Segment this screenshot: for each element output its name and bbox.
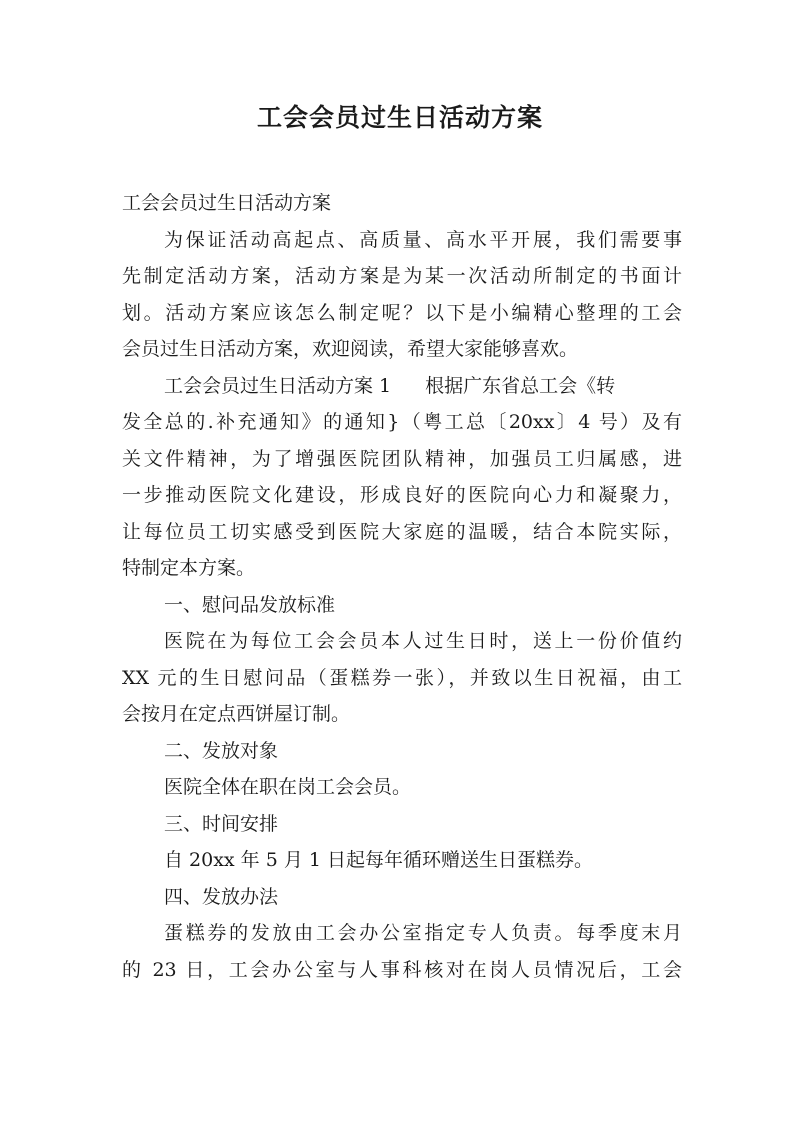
section-heading: 一、慰问品发放标准 <box>164 593 336 616</box>
paragraph-line: 先制定活动方案，活动方案是为某一次活动所制定的书面计 <box>122 265 682 287</box>
paragraph-line: 会员过生日活动方案，欢迎阅读，希望大家能够喜欢。 <box>122 338 579 360</box>
paragraph-line: 为保证活动高起点、高质量、高水平开展，我们需要事 <box>164 228 682 251</box>
paragraph-line: 自 20xx 年 5 月 1 日起每年循环赠送生日蛋糕券。 <box>164 849 594 871</box>
paragraph-line: 医院在为每位工会会员本人过生日时，送上一份价值约 <box>164 630 682 652</box>
paragraph-line: 的 23 日，工会办公室与人事科核对在岗人员情况后，工会 <box>122 958 682 981</box>
paragraph-line: 让每位员工切实感受到医院大家庭的温暖，结合本院实际， <box>122 520 682 543</box>
paragraph-line: 特制定本方案。 <box>122 557 256 579</box>
paragraph-line: 关文件精神，为了增强医院团队精神，加强员工归属感，进 <box>122 447 682 470</box>
document-body <box>122 185 682 988</box>
section-heading: 二、发放对象 <box>164 739 279 762</box>
subtitle-line: 工会会员过生日活动方案 <box>122 192 332 214</box>
paragraph-line: XX 元的生日慰问品（蛋糕券一张），并致以生日祝福，由工 <box>122 666 682 689</box>
document-title: 工会会员过生日活动方案 <box>256 103 543 132</box>
paragraph-line: 发全总的.补充通知》的通知}（粤工总〔20xx〕4 号）及有 <box>122 411 682 433</box>
paragraph-line: 会按月在定点西饼屋订制。 <box>122 703 351 725</box>
paragraph-line: 医院全体在职在岗工会会员。 <box>164 776 412 798</box>
section-heading-line <box>122 368 682 405</box>
section-heading: 三、时间安排 <box>164 812 279 835</box>
paragraph-line: 划。活动方案应该怎么制定呢？以下是小编精心整理的工会 <box>122 301 682 324</box>
paragraph-text: 根据广东省总工会《转 <box>425 374 616 397</box>
paragraph-line: 蛋糕券的发放由工会办公室指定专人负责。每季度末月 <box>164 922 682 944</box>
section-heading: 四、发放办法 <box>164 885 279 908</box>
section-heading: 工会会员过生日活动方案 1 <box>164 374 392 397</box>
paragraph-line: 一步推动医院文化建设，形成良好的医院向心力和凝聚力， <box>122 484 682 506</box>
